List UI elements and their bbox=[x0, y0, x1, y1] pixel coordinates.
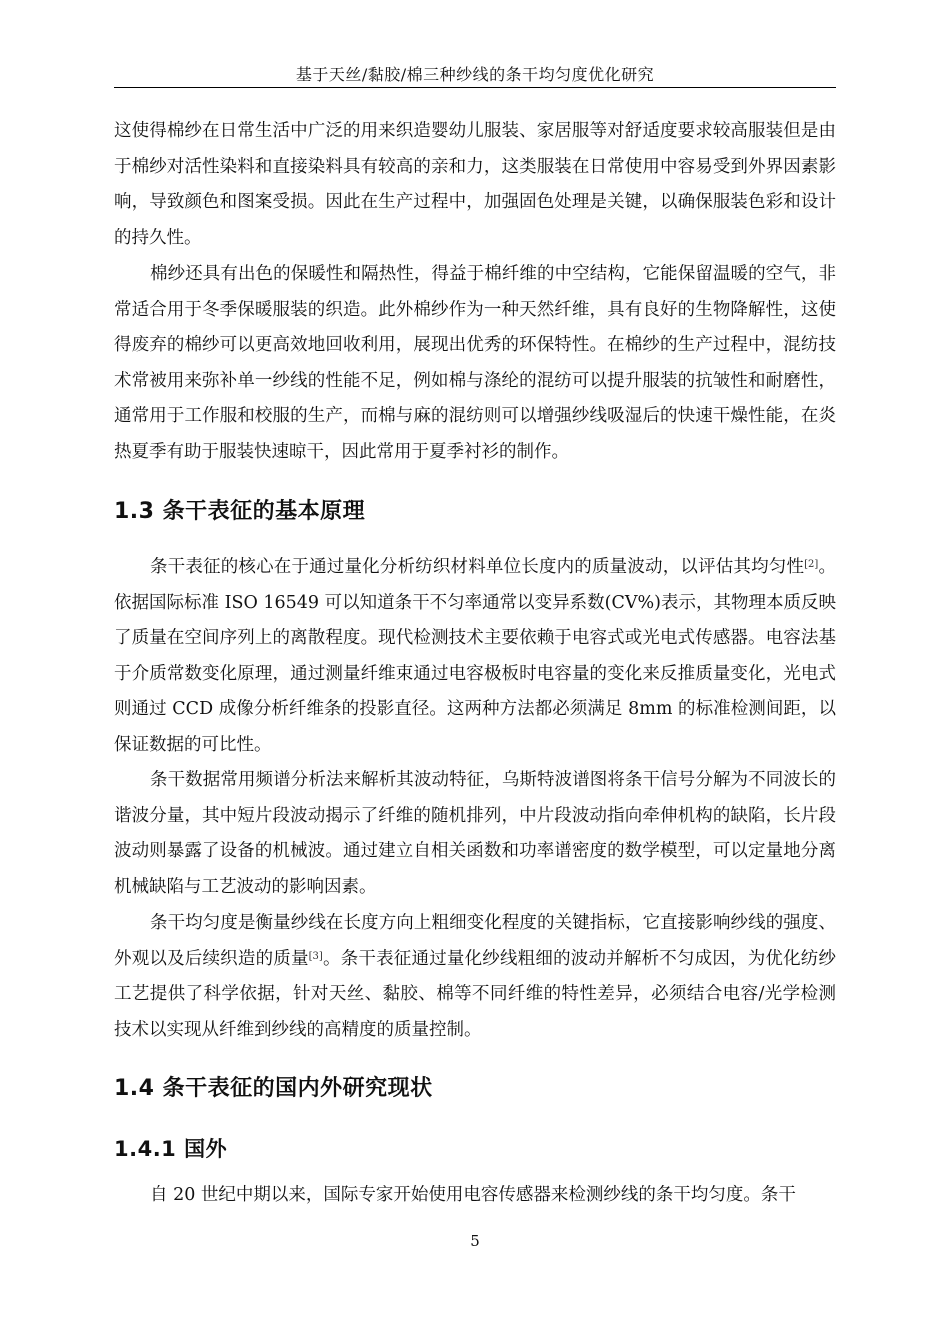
citation-3[interactable]: [3] bbox=[308, 950, 323, 962]
paragraph-foreign-research: 自 20 世纪中期以来，国际专家开始使用电容传感器来检测纱线的条干均匀度。条干 bbox=[150, 1185, 796, 1205]
paragraph-text: 。条干表征通过量化纱线粗细的波动并解析不匀成因，为优化纺纱工艺提供了科学依据，针对天丝、黏胶、棉等不同纤维的特性差异，必须结合电容/光学检测技术以实现从纤维到纱线的高精度的质量控制。 bbox=[114, 948, 837, 1040]
paragraph-text: 条干表征的核心在于通过量化分析纺织材料单位长度内的质量波动，以评估其均匀性 bbox=[150, 557, 805, 577]
citation-2[interactable]: [2] bbox=[804, 559, 819, 570]
section-heading-1-4: 1.4 条干表征的国内外研究现状 bbox=[114, 1076, 433, 1101]
paragraph-text: 。依据国际标准 ISO 16549 可以知道条干不匀率通常以变异系数(CV%)表示，其物理本质反映了质量在空间序列上的离散程度。现代检测技术主要依赖于电容式或光电式传感器。电容法基于介质常数变化原理，通过测量纤维束通过电容极板时电容量的变化来反推质量变化，光电式则通过 CCD 成像分析纤维条的投影直径。这两种方法都必须满足 8mm 的标准检测间距，以保证数据的可比性。 bbox=[114, 557, 837, 755]
section-heading-1-3: 1.3 条干表征的基本原理 bbox=[114, 499, 366, 524]
paragraph-evenness-principle bbox=[114, 550, 836, 763]
running-header: 基于天丝/黏胶/棉三种纱线的条干均匀度优化研究 bbox=[295, 65, 655, 84]
paragraph-evenness-index bbox=[114, 906, 836, 1048]
header-rule bbox=[114, 87, 836, 88]
subsection-heading-1-4-1: 1.4.1 国外 bbox=[114, 1137, 228, 1161]
paragraph-text: 条干均匀度是衡量纱线在长度方向上粗细变化程度的关键指标，它直接影响纱线的强度、外观以及后续织造的质量 bbox=[114, 913, 836, 969]
page-number: 5 bbox=[470, 1232, 480, 1250]
paragraph-cotton-dyeing: 这使得棉纱在日常生活中广泛的用来织造婴幼儿服装、家居服等对舒适度要求较高服装但是由于棉纱对活性染料和直接染料具有较高的亲和力，这类服装在日常使用中容易受到外界因素影响，导致颜色和图案受损。因此在生产过程中，加强固色处理是关键，以确保服装色彩和设计的持久性。 bbox=[114, 121, 836, 248]
paragraph-cotton-warmth: 棉纱还具有出色的保暖性和隔热性，得益于棉纤维的中空结构，它能保留温暖的空气，非常适合用于冬季保暖服装的织造。此外棉纱作为一种天然纤维，具有良好的生物降解性，这使得废弃的棉纱可以更高效地回收利用，展现出优秀的环保特性。在棉纱的生产过程中，混纺技术常被用来弥补单一纱线的性能不足，例如棉与涤纶的混纺可以提升服装的抗皱性和耐磨性，通常用于工作服和校服的生产，而棉与麻的混纺则可以增强纱线吸湿后的快速干燥性能，在炎热夏季有助于服装快速晾干，因此常用于夏季衬衫的制作。 bbox=[114, 264, 836, 462]
paragraph-spectral-analysis: 条干数据常用频谱分析法来解析其波动特征，乌斯特波谱图将条干信号分解为不同波长的谐波分量，其中短片段波动揭示了纤维的随机排列，中片段波动指向牵伸机构的缺陷，长片段波动则暴露了设备的机械波。通过建立自相关函数和功率谱密度的数学模型，可以定量地分离机械缺陷与工艺波动的影响因素。 bbox=[114, 770, 836, 897]
